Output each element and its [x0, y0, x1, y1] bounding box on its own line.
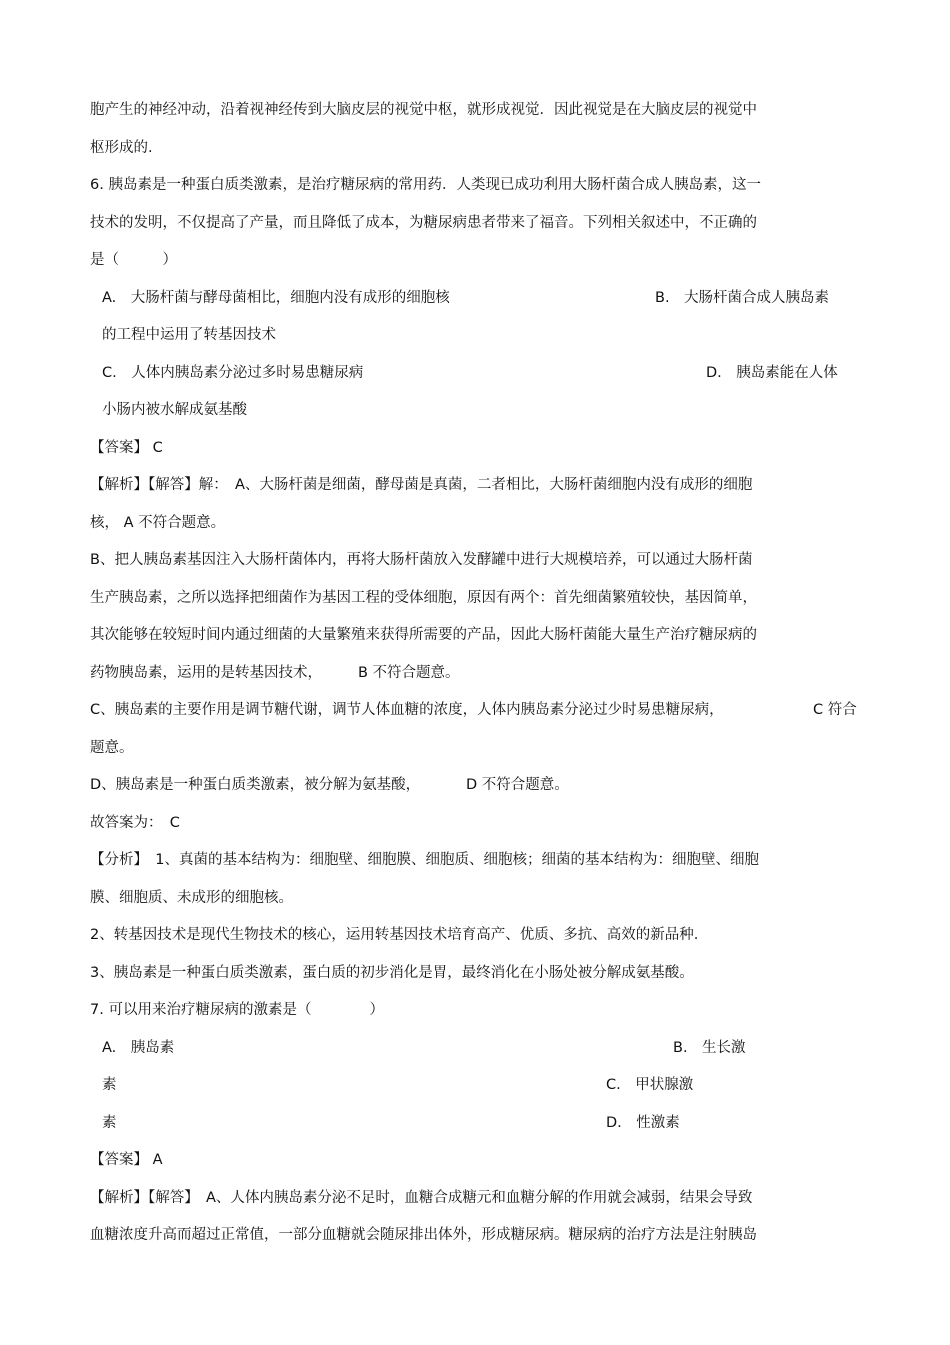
q7-option-b-continued: 素: [102, 1077, 117, 1093]
q6-analysis: 3、胰岛素是一种蛋白质类激素，蛋白质的初步消化是胃，最终消化在小肠处被分解成氨基酸。: [90, 965, 694, 981]
question-6-stem: 技术的发明，不仅提高了产量，而且降低了成本，为糖尿病患者带来了福音。下列相关叙述中，不正确的: [90, 215, 757, 231]
q6-explanation: C、胰岛素的主要作用是调节糖代谢，调节人体血糖的浓度，人体内胰岛素分泌过少时易患糖尿病，: [90, 702, 724, 718]
q6-answer: 【答案】 C: [90, 440, 163, 456]
question-6-stem: 是（ ）: [90, 252, 177, 268]
q6-analysis: 2、转基因技术是现代生物技术的核心，运用转基因技术培育高产、优质、多抗、高效的新品种.: [90, 927, 699, 943]
q6-option-d: D. 胰岛素能在人体: [706, 365, 838, 381]
q6-explanation: D 不符合题意。: [466, 777, 569, 793]
q6-explanation: B、把人胰岛素基因注入大肠杆菌体内，再将大肠杆菌放入发酵罐中进行大规模培养，可以通过大肠杆菌: [90, 552, 753, 568]
q7-explanation: 【解析】【解答】 A、人体内胰岛素分泌不足时，血糖合成糖元和血糖分解的作用就会减弱，结果会导致: [90, 1190, 753, 1206]
q6-analysis: 膜、细胞质、未成形的细胞核。: [90, 890, 293, 906]
q6-option-c: C. 人体内胰岛素分泌过多时易患糖尿病: [102, 365, 364, 381]
question-6-stem: 6. 胰岛素是一种蛋白质类激素，是治疗糖尿病的常用药．人类现已成功利用大肠杆菌合成人胰岛素，这一: [90, 177, 761, 193]
q6-option-d-continued: 小肠内被水解成氨基酸: [102, 402, 247, 418]
question-7-stem: 7. 可以用来治疗糖尿病的激素是（ ）: [90, 1002, 384, 1018]
q6-option-a: A. 大肠杆菌与酵母菌相比，细胞内没有成形的细胞核: [102, 290, 450, 306]
q6-explanation: 药物胰岛素，运用的是转基因技术，: [90, 665, 322, 681]
q7-option-c: C. 甲状腺激: [606, 1077, 694, 1093]
q6-explanation: 生产胰岛素，之所以选择把细菌作为基因工程的受体细胞，原因有两个：首先细菌繁殖较快，基因简单，: [90, 590, 757, 606]
q6-option-b-continued: 的工程中运用了转基因技术: [102, 327, 276, 343]
text-line: 胞产生的神经冲动，沿着视神经传到大脑皮层的视觉中枢，就形成视觉．因此视觉是在大脑皮层的视觉中: [90, 102, 757, 118]
text-line: 枢形成的.: [90, 140, 153, 156]
q7-option-a: A. 胰岛素: [102, 1040, 175, 1056]
q7-option-c-continued: 素: [102, 1115, 117, 1131]
q6-explanation: B 不符合题意。: [358, 665, 460, 681]
q6-explanation: 【解析】【解答】解： A、大肠杆菌是细菌，酵母菌是真菌，二者相比，大肠杆菌细胞内没有成形的细胞: [90, 477, 753, 493]
q6-explanation: C 符合: [813, 702, 857, 718]
q7-explanation: 血糖浓度升高而超过正常值，一部分血糖就会随尿排出体外，形成糖尿病。糖尿病的治疗方法是注射胰岛: [90, 1227, 757, 1243]
q7-option-b: B. 生长激: [673, 1040, 746, 1056]
q6-final-answer: 故答案为： C: [90, 815, 180, 831]
q6-explanation: 其次能够在较短时间内通过细菌的大量繁殖来获得所需要的产品，因此大肠杆菌能大量生产治疗糖尿病的: [90, 627, 757, 643]
q7-option-d: D. 性激素: [606, 1115, 680, 1131]
q6-explanation: D、胰岛素是一种蛋白质类激素，被分解为氨基酸，: [90, 777, 421, 793]
q6-explanation: 题意。: [90, 740, 134, 756]
q7-answer: 【答案】 A: [90, 1152, 163, 1168]
q6-analysis: 【分析】 1、真菌的基本结构为：细胞壁、细胞膜、细胞质、细胞核；细菌的基本结构为：细胞壁、细胞: [90, 852, 759, 868]
q6-option-b: B. 大肠杆菌合成人胰岛素: [655, 290, 830, 306]
q6-explanation: 核， A 不符合题意。: [90, 515, 226, 531]
